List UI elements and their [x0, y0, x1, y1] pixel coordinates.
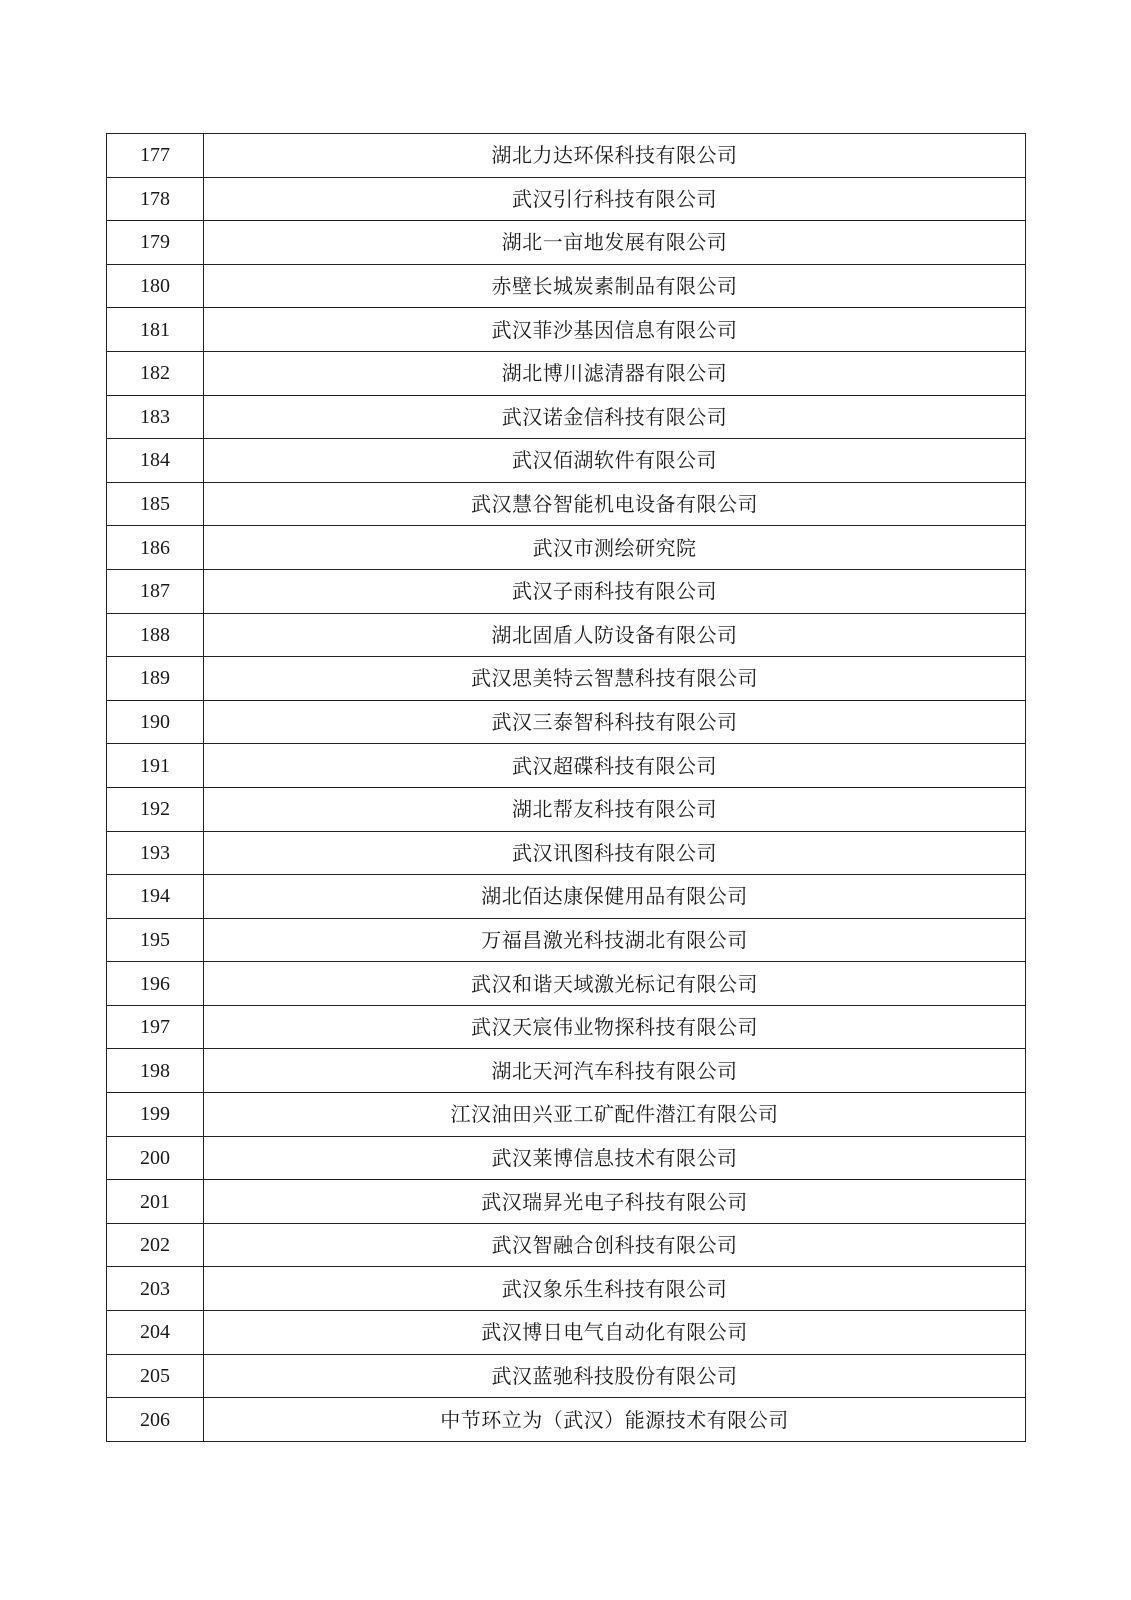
company-name-cell: 湖北佰达康保健用品有限公司: [204, 875, 1026, 919]
row-number-cell: 183: [107, 395, 204, 439]
table-row: [107, 787, 1026, 831]
row-number-cell: 178: [107, 177, 204, 221]
table-row: [107, 1267, 1026, 1311]
row-number-cell: 195: [107, 918, 204, 962]
table-row: [107, 700, 1026, 744]
company-name-cell: 湖北固盾人防设备有限公司: [204, 613, 1026, 657]
table-row: [107, 1180, 1026, 1224]
company-name-cell: 武汉菲沙基因信息有限公司: [204, 308, 1026, 352]
table-row: [107, 962, 1026, 1006]
company-name-cell: 武汉三泰智科科技有限公司: [204, 700, 1026, 744]
row-number-cell: 184: [107, 439, 204, 483]
company-name-cell: 湖北博川滤清器有限公司: [204, 351, 1026, 395]
row-number-cell: 196: [107, 962, 204, 1006]
table-row: [107, 918, 1026, 962]
company-name-cell: 武汉超碟科技有限公司: [204, 744, 1026, 788]
row-number-cell: 193: [107, 831, 204, 875]
company-name-cell: 武汉讯图科技有限公司: [204, 831, 1026, 875]
table-row: [107, 482, 1026, 526]
table-row: [107, 1398, 1026, 1442]
company-name-cell: 湖北力达环保科技有限公司: [204, 134, 1026, 178]
table-row: [107, 1136, 1026, 1180]
company-name-cell: 江汉油田兴亚工矿配件潜江有限公司: [204, 1093, 1026, 1137]
company-list-table: [106, 133, 1026, 1442]
company-name-cell: 中节环立为（武汉）能源技术有限公司: [204, 1398, 1026, 1442]
company-name-cell: 武汉引行科技有限公司: [204, 177, 1026, 221]
table-row: [107, 1354, 1026, 1398]
company-name-cell: 武汉莱博信息技术有限公司: [204, 1136, 1026, 1180]
table-row: [107, 439, 1026, 483]
row-number-cell: 191: [107, 744, 204, 788]
company-name-cell: 武汉象乐生科技有限公司: [204, 1267, 1026, 1311]
row-number-cell: 180: [107, 264, 204, 308]
table-row: [107, 1223, 1026, 1267]
table-row: [107, 221, 1026, 265]
company-name-cell: 湖北帮友科技有限公司: [204, 787, 1026, 831]
company-name-cell: 武汉思美特云智慧科技有限公司: [204, 657, 1026, 701]
table-row: [107, 613, 1026, 657]
row-number-cell: 186: [107, 526, 204, 570]
row-number-cell: 197: [107, 1005, 204, 1049]
company-name-cell: 武汉智融合创科技有限公司: [204, 1223, 1026, 1267]
row-number-cell: 182: [107, 351, 204, 395]
company-name-cell: 湖北天河汽车科技有限公司: [204, 1049, 1026, 1093]
company-name-cell: 武汉博日电气自动化有限公司: [204, 1311, 1026, 1355]
table-row: [107, 831, 1026, 875]
row-number-cell: 185: [107, 482, 204, 526]
company-name-cell: 武汉诺金信科技有限公司: [204, 395, 1026, 439]
row-number-cell: 199: [107, 1093, 204, 1137]
table-row: [107, 526, 1026, 570]
table-row: [107, 875, 1026, 919]
table-row: [107, 569, 1026, 613]
row-number-cell: 188: [107, 613, 204, 657]
row-number-cell: 192: [107, 787, 204, 831]
row-number-cell: 179: [107, 221, 204, 265]
table-row: [107, 395, 1026, 439]
company-name-cell: 武汉市测绘研究院: [204, 526, 1026, 570]
table-row: [107, 1093, 1026, 1137]
table-row: [107, 177, 1026, 221]
company-name-cell: 武汉瑞昇光电子科技有限公司: [204, 1180, 1026, 1224]
table-row: [107, 264, 1026, 308]
row-number-cell: 200: [107, 1136, 204, 1180]
row-number-cell: 190: [107, 700, 204, 744]
row-number-cell: 189: [107, 657, 204, 701]
company-name-cell: 武汉佰湖软件有限公司: [204, 439, 1026, 483]
table-row: [107, 1311, 1026, 1355]
company-name-cell: 万福昌激光科技湖北有限公司: [204, 918, 1026, 962]
row-number-cell: 203: [107, 1267, 204, 1311]
company-name-cell: 赤壁长城炭素制品有限公司: [204, 264, 1026, 308]
company-name-cell: 湖北一亩地发展有限公司: [204, 221, 1026, 265]
row-number-cell: 187: [107, 569, 204, 613]
row-number-cell: 202: [107, 1223, 204, 1267]
company-name-cell: 武汉子雨科技有限公司: [204, 569, 1026, 613]
table-row: [107, 308, 1026, 352]
table-row: [107, 1005, 1026, 1049]
row-number-cell: 177: [107, 134, 204, 178]
company-name-cell: 武汉和谐天域激光标记有限公司: [204, 962, 1026, 1006]
table-row: [107, 657, 1026, 701]
table-row: [107, 134, 1026, 178]
table-row: [107, 744, 1026, 788]
company-name-cell: 武汉慧谷智能机电设备有限公司: [204, 482, 1026, 526]
row-number-cell: 205: [107, 1354, 204, 1398]
company-name-cell: 武汉蓝驰科技股份有限公司: [204, 1354, 1026, 1398]
company-name-cell: 武汉天宸伟业物探科技有限公司: [204, 1005, 1026, 1049]
company-list-body: [107, 134, 1026, 1442]
row-number-cell: 206: [107, 1398, 204, 1442]
row-number-cell: 201: [107, 1180, 204, 1224]
row-number-cell: 194: [107, 875, 204, 919]
table-row: [107, 1049, 1026, 1093]
row-number-cell: 198: [107, 1049, 204, 1093]
row-number-cell: 181: [107, 308, 204, 352]
row-number-cell: 204: [107, 1311, 204, 1355]
table-row: [107, 351, 1026, 395]
